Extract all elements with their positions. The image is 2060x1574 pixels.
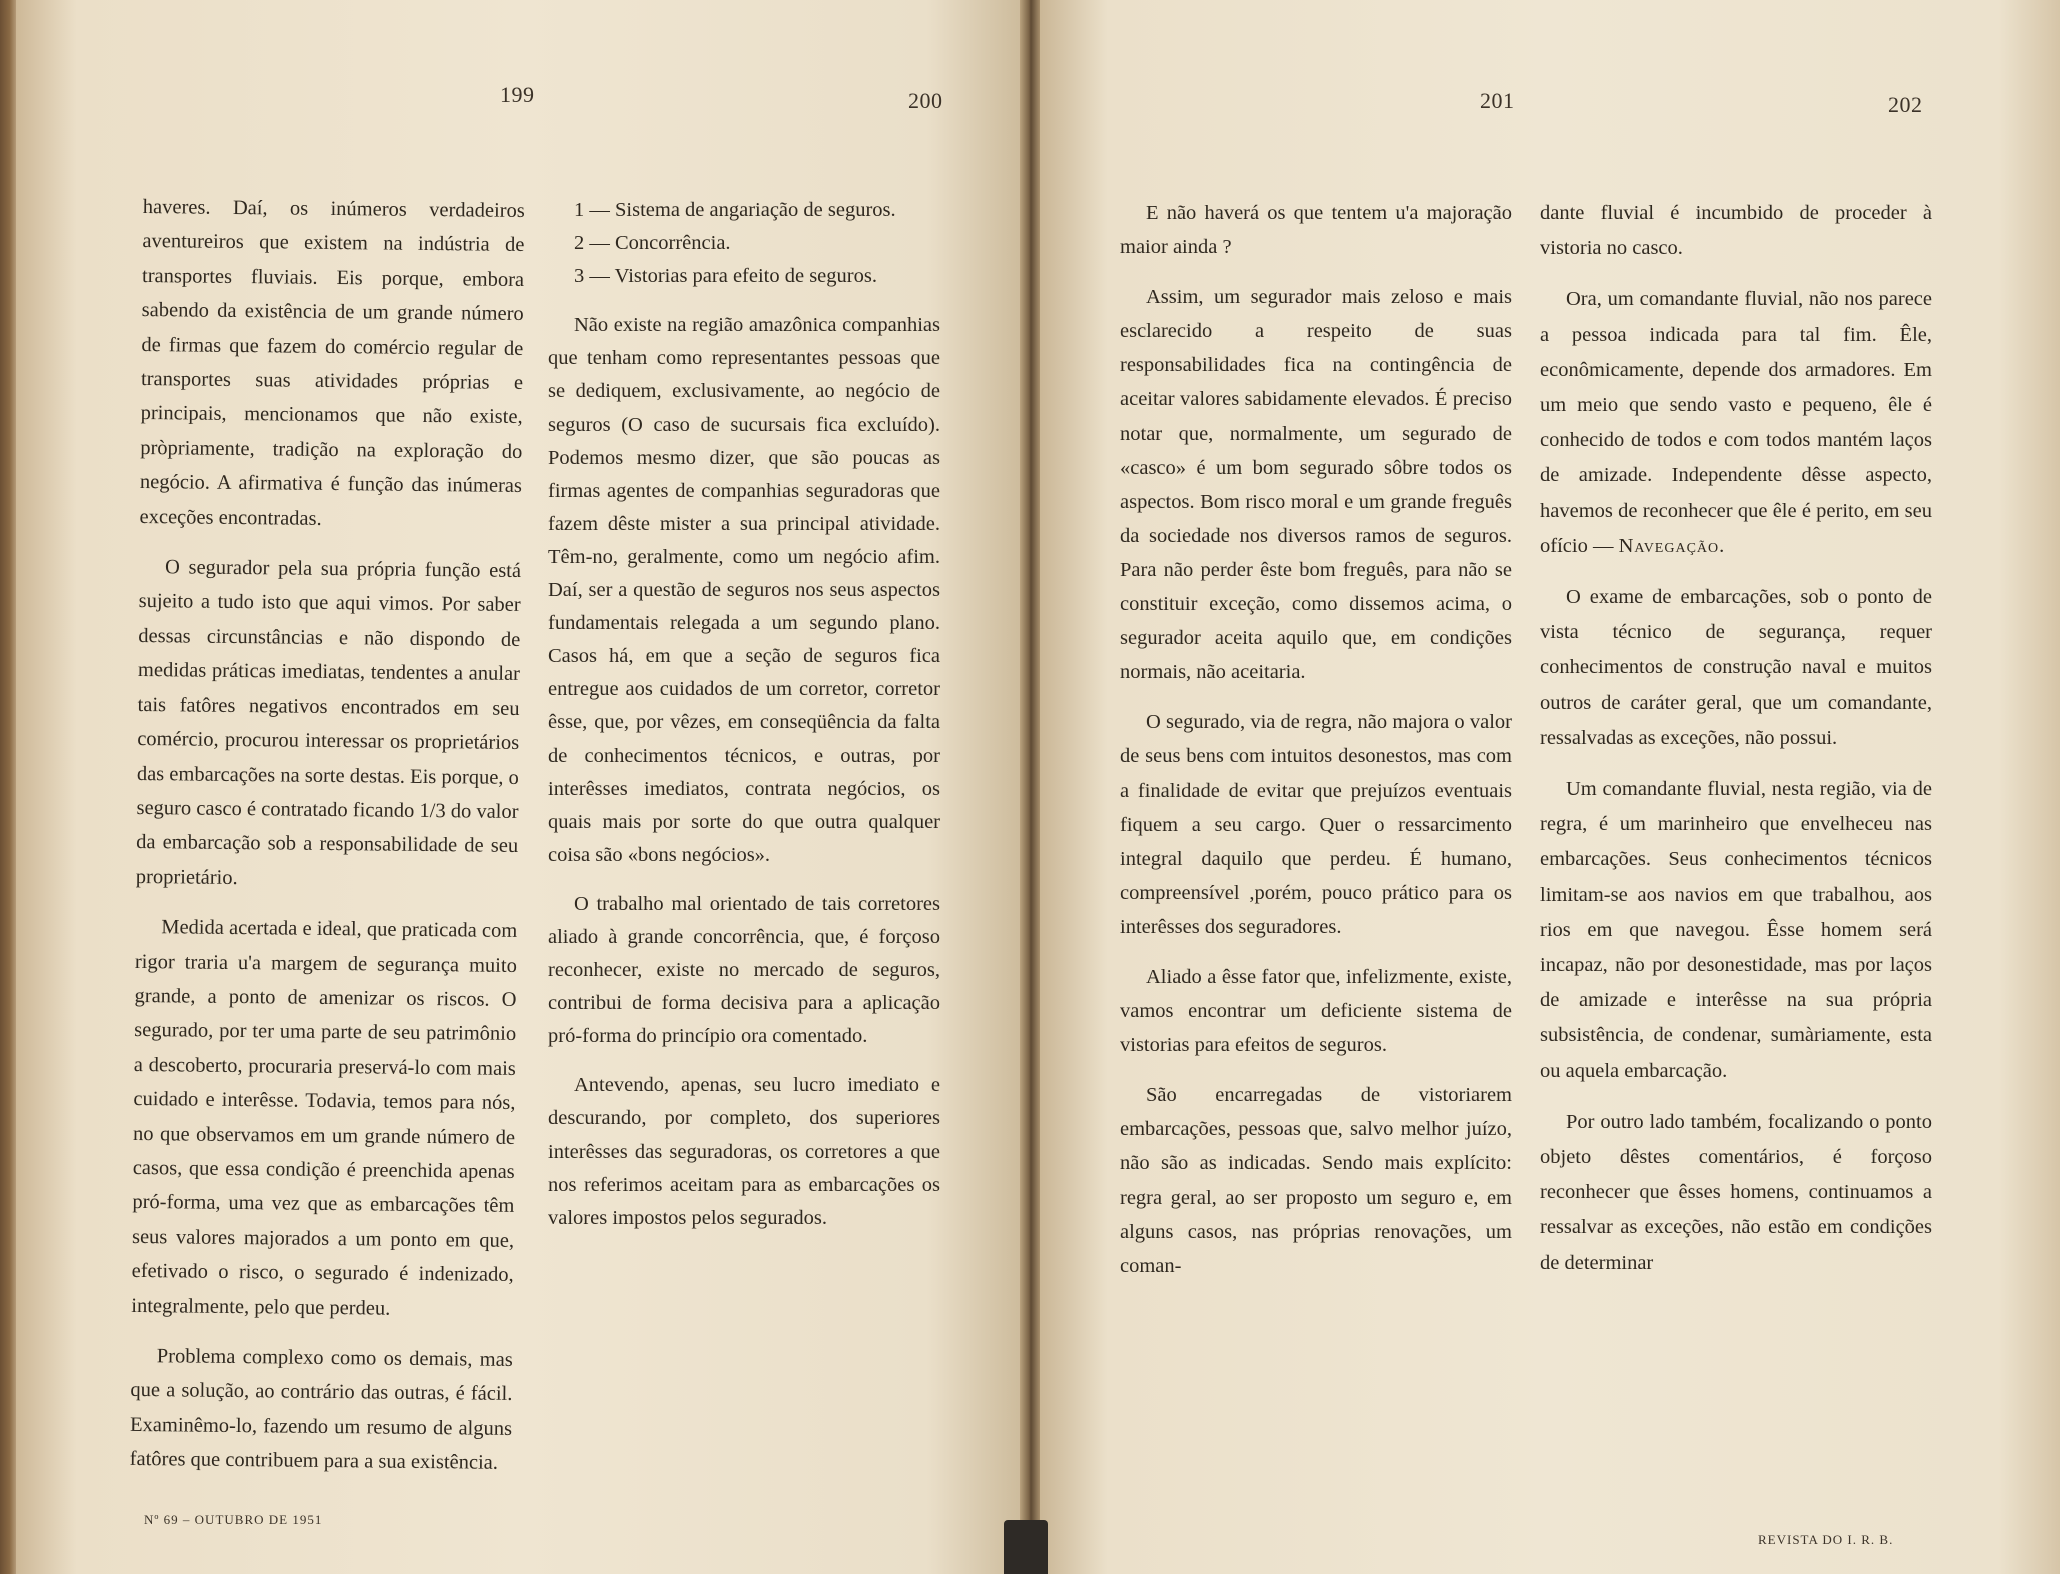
paragraph-text: Ora, um comandante fluvial, não nos parece a pessoa indicada para tal fim. Êle, econômicamente, depende dos armadores. Em um meio que sendo vasto e pequeno, êle é conhecido de todos e com todos mantém laços de amizade. Independente dêsse aspecto, havemos de reconhecer que êle é perito, em seu ofício — <box>1540 288 1932 557</box>
paragraph: Por outro lado também, focalizando o ponto objeto dêstes comentários, é forçoso reconhecer que êsses homens, continuamos a ressalvar as exceções, não estão em condições de determinar <box>1540 1110 1932 1274</box>
paragraph: São encarregadas de vistoriarem embarcações, pessoas que, salvo melhor juízo, não são as indicadas. Sendo mais explícito: regra geral, ao ser proposto um seguro e, em alguns casos, nas próprias renovações, um coman- <box>1120 1084 1512 1277</box>
page-number-199: 199 <box>500 82 535 107</box>
paragraph: Um comandante fluvial, nesta região, via de regra, é um marinheiro que envelheceu nas embarcações. Seus conhecimentos técnicos limitam-se aos navios em que trabalhou, aos rios em que navegou. Êsse homem será incapaz, não por desonestidade, mas por laços de amizade e interêsse na sua própria subsistência, de condenar, sumàriamente, esta ou aquela embarcação. <box>1540 778 1932 1082</box>
column-page-199 <box>130 190 525 1481</box>
spine-binding <box>1004 1520 1048 1574</box>
paragraph: Não existe na região amazônica companhias que tenham como representantes pessoas que se dediquem, exclusivamente, ao negócio de seguros (O caso de sucursais fica excluído). Podemos mesmo dizer, que são poucas as firmas agentes de companhias seguradoras que fazem dêste mister a sua principal atividade. Têm-no, geralmente, como um negócio afim. Daí, ser a questão de seguros nos seus aspectos fundamentais relegada a um segundo plano. Casos há, em que a seção de seguros fica entregue aos cuidados de um corretor, corretor êsse, que, por vêzes, em conseqüência da falta de conhecimentos técnicos, e outras, por interêsses imediatos, contrata negócios, os quais mais por sorte do que outra qualquer coisa são «bons negócios». <box>548 314 940 866</box>
paragraph: O segurado, via de regra, não majora o valor de seus bens com intuitos desonestos, mas com a finalidade de evitar que prejuízos eventuais fiquem a seu cargo. Quer o ressarcimento integral daquilo que perdeu. É humano, compreensível ,porém, pouco prático para os interêsses dos seguradores. <box>1120 711 1512 938</box>
paragraph: Aliado a êsse fator que, infelizmente, existe, vamos encontrar um deficiente sistema de vistorias para efeitos de seguros. <box>1120 965 1512 1057</box>
paragraph: Problema complexo como os demais, mas que a solução, ao contrário das outras, é fácil. Examinêmo-lo, fazendo um resumo de alguns fatôres que contribuem para a sua existência. <box>129 1345 513 1475</box>
footer-issue-date: Nº 69 – OUTUBRO DE 1951 <box>144 1512 323 1527</box>
cover-edge <box>0 0 16 1574</box>
column-page-201 <box>1120 196 1512 1283</box>
column-page-202 <box>1540 196 1932 1281</box>
paragraph: Medida acertada e ideal, que praticada com rigor traria u'a margem de segurança muito grande, a ponto de amenizar os riscos. O segurado, por ter uma parte de seu patrimônio a descoberto, procuraria preservá-lo com mais cuidado e interêsse. Todavia, temos para nós, no que observamos em um grande número de casos, que essa condição é preenchida apenas pró-forma, uma vez que as embarcações têm seus valores majorados a um ponto em que, efetivado o risco, o segurado é indenizado, integralmente, pelo que perdeu. <box>131 916 518 1320</box>
paragraph: O exame de embarcações, sob o ponto de vista técnico de segurança, requer conhecimentos de construção naval e muitos outros de caráter geral, que um comandante, ressalvadas as exceções, não possui. <box>1540 586 1932 749</box>
paragraph: Antevendo, apenas, seu lucro imediato e descurando, por completo, dos superiores interêsses das seguradoras, os corretores a que nos referimos aceitam para as embarcações os valores impostos pelos segurados. <box>548 1074 940 1229</box>
column-page-200 <box>548 194 940 1235</box>
list-item: 2 — Concorrência. <box>574 232 731 255</box>
list-item: 3 — Vistorias para efeito de seguros. <box>574 265 877 288</box>
paragraph: Assim, um segurador mais zeloso e mais esclarecido a respeito de suas responsabilidades fica na contingência de aceitar valores sabidamente elevados. É preciso notar que, normalmente, um segurado de «casco» é um bom segurado sôbre todos os aspectos. Bom risco moral e um grande freguês da sociedade nos diversos ramos de seguros. Para não perder êste bom freguês, para não se constituir exceção, como dissemos acima, o segurador aceita aquilo que, em condições normais, não aceitaria. <box>1120 286 1512 684</box>
paragraph: haveres. Daí, os inúmeros verdadeiros aventureiros que existem na indústria de transportes fluviais. Eis porque, embora sabendo da existência de um grande número de firmas que fazem do comércio regular de transportes suas atividades próprias e principais, mencionamos que não existe, pròpriamente, tradição na exploração do negócio. A afirmativa é função das inúmeras exceções encontradas. <box>139 195 525 530</box>
paragraph: dante fluvial é incumbido de proceder à vistoria no casco. <box>1540 202 1932 260</box>
section-word-navegacao: Navegação. <box>1618 534 1726 557</box>
page-number-201: 201 <box>1480 88 1515 113</box>
paragraph: O segurador pela sua própria função está sujeito a tudo isto que aqui vimos. Por saber dessas circunstâncias e não dispondo de medidas práticas imediatas, tendentes a anular tais fatôres negativos encontrados em seu comércio, procurou interessar os proprietários das embarcações na sorte destas. Eis porque, o seguro casco é contratado ficando 1/3 do valor da embarcação sob a responsabilidade de seu proprietário. <box>135 556 522 889</box>
paragraph: O trabalho mal orientado de tais corretores aliado à grande concorrência, que, é forçoso reconhecer, existe no mercado de seguros, contribui de forma decisiva para a aplicação pró-forma do princípio ora comentado. <box>548 892 940 1048</box>
page-number-200: 200 <box>908 88 943 113</box>
page-number-202: 202 <box>1888 92 1923 117</box>
list-item: 1 — Sistema de angariação de seguros. <box>574 199 896 221</box>
book-gutter <box>1020 0 1040 1574</box>
footer-journal-name: REVISTA DO I. R. B. <box>1758 1532 1894 1547</box>
paragraph <box>1540 282 1932 564</box>
paragraph: E não haverá os que tentem u'a majoração maior ainda ? <box>1120 202 1512 259</box>
